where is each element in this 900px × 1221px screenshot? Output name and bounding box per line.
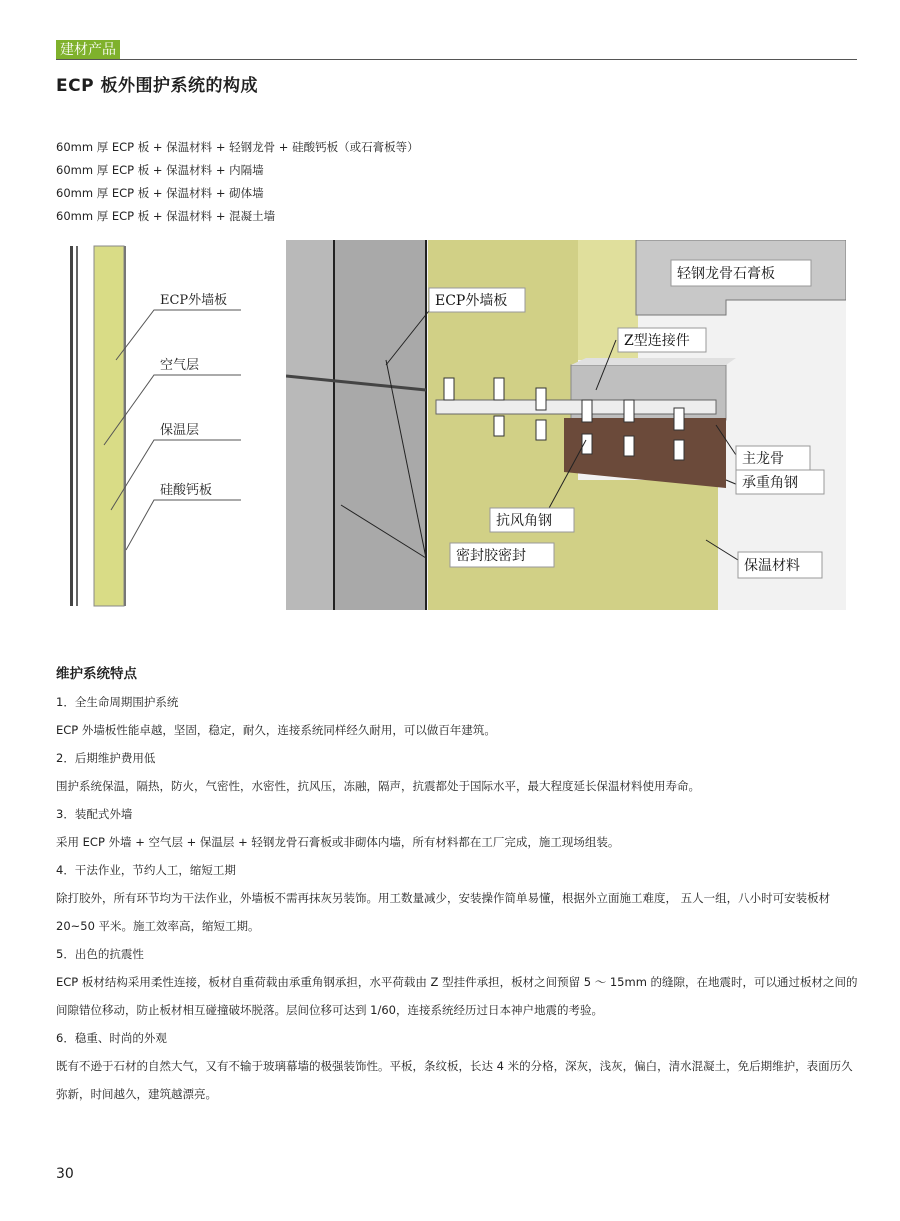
- features-title: 维护系统特点: [56, 666, 137, 682]
- header-rule: [56, 59, 857, 60]
- insulation-layer: [94, 246, 124, 606]
- feature-heading: 1．全生命周期围护系统: [56, 695, 179, 709]
- composition-line: 60mm 厚 ECP 板 + 保温材料 + 内隔墙: [56, 163, 264, 177]
- label-bearing-angle: 承重角钢: [742, 475, 798, 491]
- features-list: [56, 688, 861, 1108]
- composition-line: 60mm 厚 ECP 板 + 保温材料 + 混凝土墙: [56, 209, 276, 223]
- feature-body: ECP 板材结构采用柔性连接，板材自重荷载由承重角钢承担，水平荷载由 Z 型挂件承担，板材之间预留 5 ～ 15mm 的缝隙，在地震时，可以通过板材之间的间隙错位移动，防止板材相互碰撞破坏脱落。层间位移可达到 1/60，连接系统经历过日本神户地震的考验。: [56, 975, 858, 1017]
- label-insulation-material: 保温材料: [744, 558, 800, 574]
- label-sealant: 密封胶密封: [456, 548, 526, 564]
- label-silicate: 硅酸钙板: [160, 483, 213, 498]
- page-number: 30: [56, 1166, 74, 1182]
- ecp-panel: [334, 240, 426, 610]
- label-ecp-board: ECP外墙板: [435, 293, 508, 309]
- section-tag: 建材产品: [56, 40, 120, 60]
- feature-heading: 6．稳重、时尚的外观: [56, 1031, 167, 1045]
- leader-ecp: [116, 310, 241, 360]
- composition-list: [56, 136, 419, 228]
- composition-line: 60mm 厚 ECP 板 + 保温材料 + 砌体墙: [56, 186, 264, 200]
- feature-heading: 4．干法作业，节约人工，缩短工期: [56, 863, 236, 877]
- feature-body: 既有不逊于石材的自然大气，又有不输于玻璃幕墙的极强装饰性。平板，条纹板，长达 4 米的分格，深灰，浅灰，偏白，清水混凝土，免后期维护，表面历久弥新，时间越久，建筑越漂亮。: [56, 1059, 853, 1101]
- label-gypsum: 轻钢龙骨石膏板: [677, 266, 775, 282]
- feature-heading: 2．后期维护费用低: [56, 751, 156, 765]
- silicate-board-line-2: [76, 246, 78, 606]
- leader-silicate: [126, 500, 241, 550]
- composition-line: 60mm 厚 ECP 板 + 保温材料 + 轻钢龙骨 + 硅酸钙板（或石膏板等）: [56, 140, 419, 154]
- label-air: 空气层: [160, 358, 200, 373]
- construction-detail-diagram: [286, 240, 846, 610]
- label-ecp: ECP外墙板: [160, 293, 228, 308]
- ecp-panel-left: [286, 240, 334, 610]
- feature-heading: 3．装配式外墙: [56, 807, 133, 821]
- feature-heading: 5．出色的抗震性: [56, 947, 144, 961]
- label-insulation: 保温层: [160, 423, 200, 438]
- label-z-connector: Z型连接件: [624, 333, 690, 349]
- wall-section-diagram: [56, 240, 246, 610]
- ecp-board-edge: [124, 246, 126, 606]
- silicate-board-line: [70, 246, 73, 606]
- page-title: ECP 板外围护系统的构成: [56, 76, 258, 96]
- feature-body: ECP 外墙板性能卓越，坚固，稳定，耐久，连接系统同样经久耐用，可以做百年建筑。: [56, 723, 496, 737]
- label-main-keel: 主龙骨: [742, 451, 784, 467]
- label-wind-angle: 抗风角钢: [496, 513, 552, 529]
- feature-body: 除打胶外，所有环节均为干法作业，外墙板不需再抹灰另装饰。用工数量减少，安装操作简单易懂，根据外立面施工难度， 五人一组，八小时可安装板材 20~50 平米。施工效率高，缩短工期。: [56, 891, 831, 933]
- feature-body: 采用 ECP 外墙 + 空气层 + 保温层 + 轻钢龙骨石膏板或非砌体内墙，所有材料都在工厂完成，施工现场组装。: [56, 835, 620, 849]
- feature-body: 围护系统保温，隔热，防火，气密性，水密性，抗风压，冻融，隔声，抗震都处于国际水平，最大程度延长保温材料使用寿命。: [56, 779, 700, 793]
